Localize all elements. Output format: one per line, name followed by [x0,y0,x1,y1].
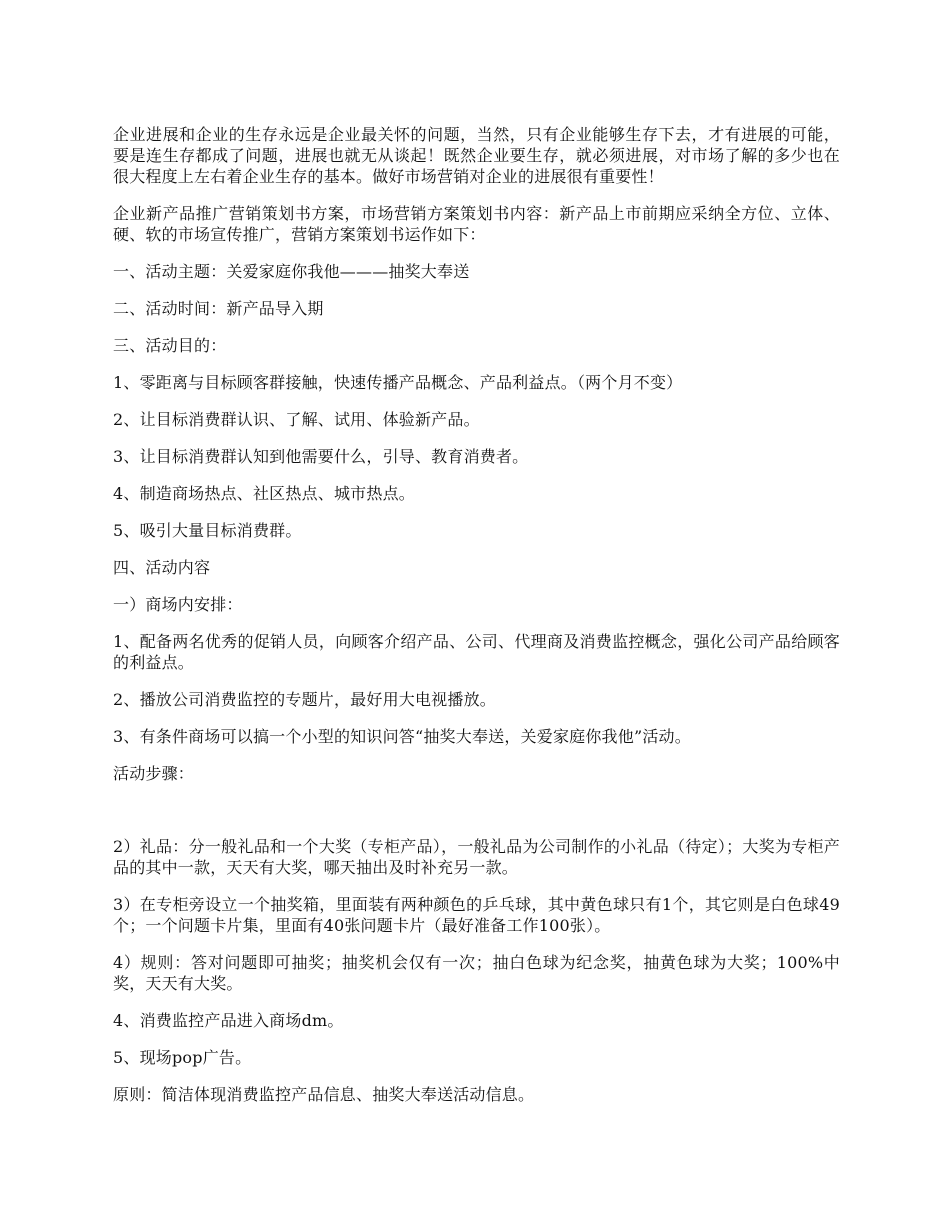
arrangement-item-1: 1、配备两名优秀的促销人员，向顾客介绍产品、公司、代理商及消费监控概念，强化公司产品给顾客的利益点。 [113,632,840,672]
intro-paragraph: 企业进展和企业的生存永远是企业最关怀的问题，当然，只有企业能够生存下去，才有进展的可能，要是连生存都成了问题，进展也就无从谈起！既然企业要生存，就必须进展，对市场了解的多少也在很大程度上左右着企业生存的基本。做好市场营销对企业的进展很有重要性！ [113,125,840,186]
arrangement-item-2: 2、播放公司消费监控的专题片，最好用大电视播放。 [113,690,496,709]
purpose-item-2: 2、让目标消费群认识、了解、试用、体验新产品。 [113,410,480,429]
step-rules: 4）规则：答对问题即可抽奖；抽奖机会仅有一次；抽白色球为纪念奖，抽黄色球为大奖；100%中奖，天天有大奖。 [113,953,840,993]
principle-paragraph: 原则：简洁体现消费监控产品信息、抽奖大奉送活动信息。 [113,1085,535,1104]
activity-content-heading: 四、活动内容 [113,558,211,577]
content-item-4: 4、消费监控产品进入商场dm。 [113,1011,344,1030]
plan-overview-paragraph: 企业新产品推广营销策划书方案，市场营销方案策划书内容：新产品上市前期应采纳全方位、立体、硬、软的市场宣传推广，营销方案策划书运作如下： [113,204,840,244]
content-item-5: 5、现场pop广告。 [113,1048,252,1067]
step-gifts: 2）礼品：分一般礼品和一个大奖（专柜产品），一般礼品为公司制作的小礼品（待定）；大奖为专柜产品的其中一款，天天有大奖，哪天抽出及时补充另一款。 [113,837,840,877]
activity-purpose-heading: 三、活动目的： [113,336,227,355]
activity-time: 二、活动时间：新产品导入期 [113,299,324,318]
blank-gap [113,800,840,836]
activity-steps-heading: 活动步骤： [113,764,195,783]
purpose-item-5: 5、吸引大量目标消费群。 [113,521,302,540]
step-lottery-box: 3）在专柜旁设立一个抽奖箱，里面装有两种颜色的乒乓球，其中黄色球只有1个，其它则是白色球49个；一个问题卡片集，里面有40张问题卡片（最好准备工作100张）。 [113,895,840,935]
in-store-arrangement-heading: 一）商场内安排： [113,595,243,614]
purpose-item-1: 1、零距离与目标顾客群接触，快速传播产品概念、产品利益点。（两个月不变） [113,373,683,392]
purpose-item-4: 4、制造商场热点、社区热点、城市热点。 [113,484,415,503]
purpose-item-3: 3、让目标消费群认知到他需要什么，引导、教育消费者。 [113,447,529,466]
arrangement-item-3: 3、有条件商场可以搞一个小型的知识问答“抽奖大奉送，关爱家庭你我他”活动。 [113,727,691,746]
activity-theme: 一、活动主题：关爱家庭你我他———抽奖大奉送 [113,262,470,281]
